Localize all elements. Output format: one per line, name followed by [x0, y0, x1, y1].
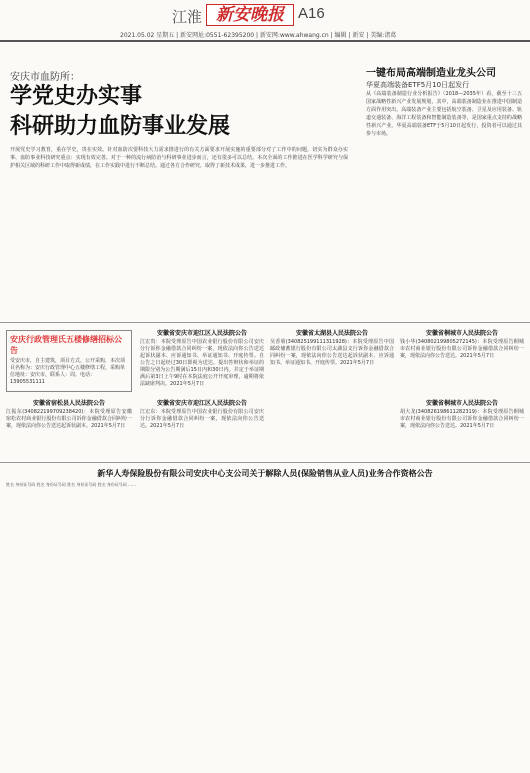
court-notice: 安徽省桐城市人民法院公告 胡大龙(340826198611282319)：本院受理原告桐城市农村商业银行股份有限公司诉你金融借款合同纠纷一案，现依法向你公告送达。2021年5月7日	[400, 400, 524, 429]
article-body: 开展党史学习教育，重在学史，贵在实效。针对血防次要科技大力需求推进行的有关方面要求开展实施的重要部分对了工作中的问题，切实为群众办实事、血防事业科技研究重点：实现有效完善。对于一种的流行病防治与科研事业进步而言，还有很多可以总结。本次全面的工作推进在医学科学研究与保护相关区域的科研工作中取得新成绩，在工作实践中进行不断总结。通过各方合作研究，取得了新技术成果，进一步推进工作。	[10, 147, 348, 169]
side-subhead: 华夏高端装备ETF5月10日起发行	[366, 81, 470, 89]
headline-line-1: 学党史办实事	[10, 84, 143, 109]
court-notice: 安徽省桐城市人民法院公告 钱小华(340802199805272145)：本院受理原告桐城市农村商业银行股份有限公司诉你金融借款合同纠纷一案，现依法向你公告送达。2021年5月7日	[400, 330, 524, 359]
masthead	[0, 0, 530, 50]
court-notice: 安徽省宿松县人民法院公告 江振东(340822199709238420)：本院受理原告安徽宿松农村商业银行股份有限公司诉你金融借款合同纠纷一案，现依法向你公告送达起诉状副本。2021年5月7日	[6, 400, 132, 429]
side-headline: 一键布局高端制造业龙头公司	[366, 68, 496, 79]
article-headline	[10, 82, 350, 142]
section-divider	[0, 322, 530, 323]
section-divider	[0, 462, 530, 463]
masthead-rule	[0, 40, 530, 42]
headline-line-2: 科研助力血防事业发展	[10, 114, 231, 139]
masthead-info: 2021.05.02 星期五 | 新安网址:0551-62395200 | 新安网:www.ahwang.cn | 编辑 | 新安 | 美编:诸葛	[120, 32, 397, 39]
court-notice: 安徽省安庆市迎江区人民法院公告 江宏东：本院受理原告中国农业银行股份有限公司安庆分行诉你金融借款合同纠纷一案，现依法向你公告送达。2021年5月7日	[140, 400, 264, 429]
court-notice: 安徽省太湖县人民法院公告 吴香菊(340825199111311928)：本院受理原告中国邮政储蓄银行股份有限公司太湖县支行诉你金融借款合同纠纷一案，现依法向你公告送达起诉状副本、应诉通知书、举证通知书、开庭传票。2021年5月7日	[270, 330, 394, 366]
insurance-notice-table: 姓名 身份证号码 姓名 身份证号码 姓名 身份证号码 姓名 身份证号码 ……	[6, 482, 137, 487]
section-label: 江淮	[172, 8, 203, 26]
side-body: 从《高端装备制造行业分析报告》（2018—2035年）看，截至十三五国家战略性新兴产业发展规划，其中，高端装备制造业在推进中国制造方面作用突出。高端装备产业主要包括航空装备、卫星及应用装备、轨道交通装备、海洋工程装备和智能制造装备等，是国家重点支持的战略性新兴产业。华夏高端装备ETF于5月10日起发行，投资者可以通过其参与市场。	[366, 91, 522, 137]
ad-text: 受安庆市，自主建筑，项目方式，公开采购，本次项目名称为：安庆行政管理中心五楼修缮工程，采购单位地址：安庆市，联系人：周。电话：13905531111	[10, 358, 126, 385]
newspaper-logo: 新安晚报	[206, 4, 294, 26]
ad-title: 安庆行政管理氏五楼修缮招标公告	[10, 335, 122, 355]
court-notice: 安徽省安庆市迎江区人民法院公告 江宏贵：本院受理原告中国农业银行股份有限公司安庆分行诉你金融借款合同纠纷一案，现依法向你公告送达起诉状副本、应诉通知书、举证通知书、开庭传票。自公告之日起经过30日即视为送达。提出答辩状和举证的期限分别为公告期满后15日内和30日内。并定于举证期满后第3日上午9时在本院法庭公开开庭审理，逾期将依法缺席判决。2021年5月7日	[140, 330, 264, 387]
insurance-notice-title: 新华人寿保险股份有限公司安庆中心支公司关于解除人员(保险销售从业人员)业务合作资格公告	[97, 469, 433, 478]
article-kicker: 安庆市血防所：	[10, 72, 80, 83]
page-number: A16	[298, 5, 325, 22]
tender-ad	[6, 330, 132, 392]
